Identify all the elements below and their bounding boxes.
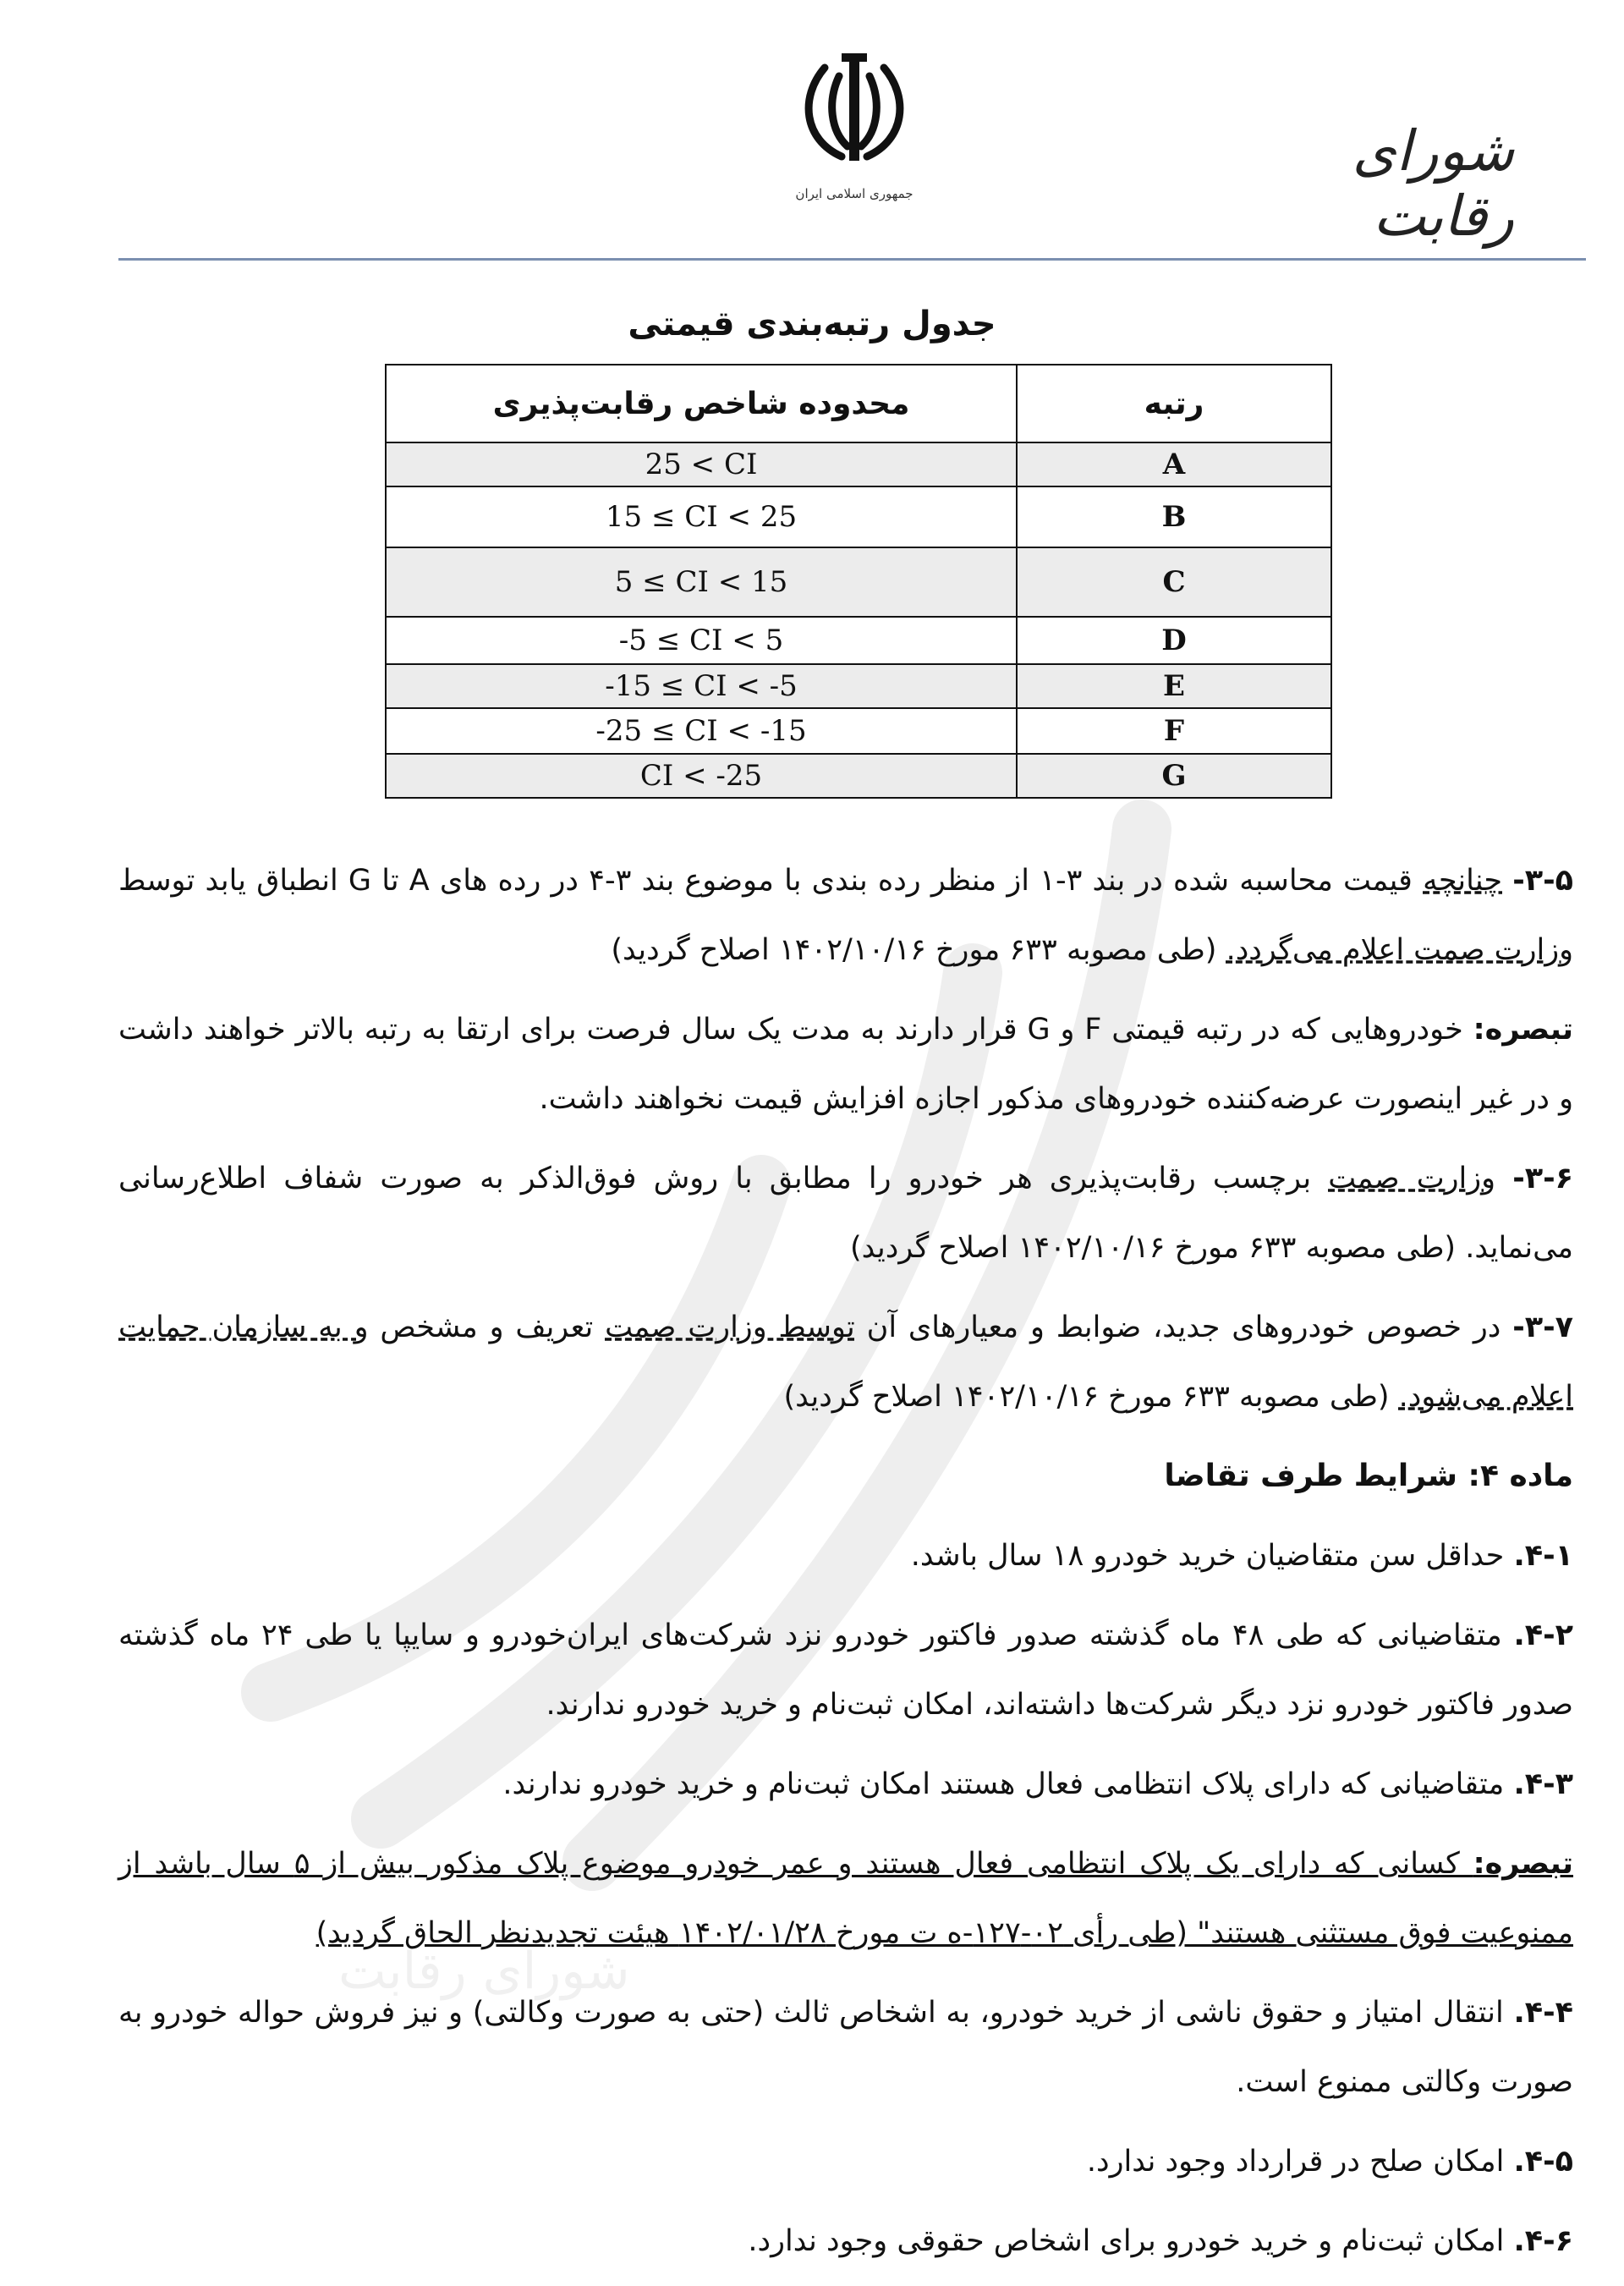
clause-4-3 — [118, 1750, 1573, 1819]
table-header-row — [386, 365, 1331, 442]
table-row — [386, 442, 1331, 486]
clause-text: چنانچه — [1423, 864, 1503, 898]
note-label: تبصره: — [1473, 1847, 1573, 1881]
clause-text: تعریف و مشخص — [368, 1311, 606, 1344]
clause-number: ۴-۲. — [1513, 1618, 1574, 1652]
clause-number: ۳-۶- — [1512, 1162, 1573, 1195]
clause-text: متقاضیانی که دارای پلاک انتظامی فعال هستند امکان ثبت‌نام و خرید خودرو ندارند. — [502, 1767, 1514, 1801]
grade-cell: C — [1017, 547, 1331, 617]
range-cell: -25 ≤ CI < -15 — [386, 708, 1017, 754]
clause-text: (طی مصوبه ۶۳۳ مورخ ۱۴۰۲/۱۰/۱۶ اصلاح گردید) — [611, 933, 1226, 967]
range-cell: -15 ≤ CI < -5 — [386, 664, 1017, 708]
clause-text: امکان صلح در قرارداد وجود ندارد. — [1086, 2145, 1514, 2179]
range-cell: -5 ≤ CI < 5 — [386, 617, 1017, 664]
range-cell: 25 < CI — [386, 442, 1017, 486]
range-cell: 15 ≤ CI < 25 — [386, 486, 1017, 547]
table-row — [386, 754, 1331, 798]
clause-number: ۳-۵- — [1512, 864, 1573, 898]
clause-text: متقاضیانی که طی ۴۸ ماه گذشته صدور فاکتور خودرو نزد شرکت‌های ایران‌خودرو و سایپا یا طی ۲۴ ماه گذشته صدور فاکتور خودرو نزد دیگر شرکت‌ها داشته‌اند، امکان ثبت‌نام و خرید خودرو ندارند. — [118, 1618, 1573, 1722]
clause-number: ۴-۵. — [1513, 2145, 1573, 2179]
clause-text: در خصوص خودروهای جدید، ضوابط و معیارهای آن — [854, 1311, 1513, 1344]
table-row — [386, 664, 1331, 708]
range-cell: 5 ≤ CI < 15 — [386, 547, 1017, 617]
clause-text: حداقل سن متقاضیان خرید خودرو ۱۸ سال باشد. — [910, 1539, 1514, 1573]
clause-4-2 — [118, 1601, 1573, 1739]
clause-text: وزارت صمت اعلام می‌گردد. — [1226, 933, 1573, 967]
iran-emblem-icon — [795, 47, 914, 173]
note-text: کسانی که دارای یک پلاک انتظامی فعال هستند و عمر خودرو موضوع پلاک مذکور بیش از ۵ سال باشد از ممنوعیت فوق مستثنی هستند" (طی رأی ۰۲-۱۲۷-ه ت مورخ ۱۴۰۲/۰۱/۲۸ هیئت تجدیدنظر الحاق گردید) — [118, 1847, 1573, 1950]
clause-text: وزارت صمت — [1328, 1162, 1496, 1195]
header-grade: رتبه — [1017, 365, 1331, 442]
document-body — [118, 846, 1573, 2286]
grade-cell: D — [1017, 617, 1331, 664]
clause-3-6 — [118, 1144, 1573, 1283]
grade-cell: E — [1017, 664, 1331, 708]
table-title: جدول رتبه‌بندی قیمتی — [628, 305, 996, 343]
clause-4-1 — [118, 1521, 1573, 1591]
clause-text: قیمت محاسبه شده در بند ۳-۱ از منظر رده بندی با موضوع بند ۳-۴ در رده های A تا G انطباق یابد توسط — [118, 864, 1424, 898]
clause-text: (طی مصوبه ۶۳۳ مورخ ۱۴۰۲/۱۰/۱۶ اصلاح گردید) — [783, 1380, 1399, 1414]
note-2 — [118, 1829, 1573, 1968]
article-4-heading: ماده ۴: شرایط طرف تقاضا — [1164, 1459, 1573, 1493]
clause-3-7 — [118, 1293, 1573, 1431]
watermark-text: شورای رقابت — [338, 1942, 630, 2001]
grade-cell: G — [1017, 754, 1331, 798]
header-divider — [118, 258, 1586, 261]
grade-cell: A — [1017, 442, 1331, 486]
clause-4-4 — [118, 1978, 1573, 2117]
note-label: تبصره: — [1473, 1013, 1574, 1047]
letterhead — [0, 0, 1624, 271]
clause-number: ۳-۷- — [1512, 1311, 1573, 1344]
clause-4-6 — [118, 2206, 1573, 2276]
price-grading-table — [385, 364, 1332, 799]
clause-number: ۴-۳. — [1513, 1767, 1573, 1801]
emblem-caption: جمهوری اسلامی ایران — [795, 186, 914, 201]
clause-4-5 — [118, 2127, 1573, 2196]
clause-number: ۴-۴. — [1513, 1996, 1573, 2030]
clause-number: ۴-۱. — [1513, 1539, 1573, 1573]
note-1 — [118, 995, 1573, 1134]
grade-cell: F — [1017, 708, 1331, 754]
clause-text: برچسب رقابت‌پذیری هر خودرو را مطابق با روش فوق‌الذکر به صورت شفاف اطلاع‌رسانی می‌نماید. (طی مصوبه ۶۳۳ مورخ ۱۴۰۲/۱۰/۱۶ اصلاح گردید) — [118, 1162, 1573, 1265]
note-text: خودروهایی که در رتبه قیمتی F و G قرار دارند به مدت یک سال فرصت برای ارتقا به رتبه بالاتر خواهند داشت و در غیر اینصورت عرضه‌کننده خودروهای مذکور اجازه افزایش قیمت نخواهند داشت. — [118, 1013, 1573, 1116]
clause-number: ۴-۶. — [1513, 2224, 1573, 2258]
table-row — [386, 708, 1331, 754]
table-row — [386, 486, 1331, 547]
range-cell: CI < -25 — [386, 754, 1017, 798]
clause-text: امکان ثبت‌نام و خرید خودرو برای اشخاص حقوقی وجود ندارد. — [748, 2224, 1514, 2258]
clause-text: توسط وزارت صمت — [605, 1311, 855, 1344]
header-range: محدوده شاخص رقابت‌پذیری — [386, 365, 1017, 442]
table-row — [386, 617, 1331, 664]
clause-text: و به سازمان حمایت اعلام می‌شود. — [118, 1311, 1573, 1414]
clause-text: انتقال امتیاز و حقوق ناشی از خرید خودرو، به اشخاص ثالث (حتی به صورت وکالتی) و نیز فروش حواله خودرو به صورت وکالتی ممنوع است. — [118, 1996, 1573, 2099]
grade-cell: B — [1017, 486, 1331, 547]
clause-3-5 — [118, 846, 1573, 985]
table-row — [386, 547, 1331, 617]
council-logo-text: شورای رقابت — [1352, 118, 1514, 249]
